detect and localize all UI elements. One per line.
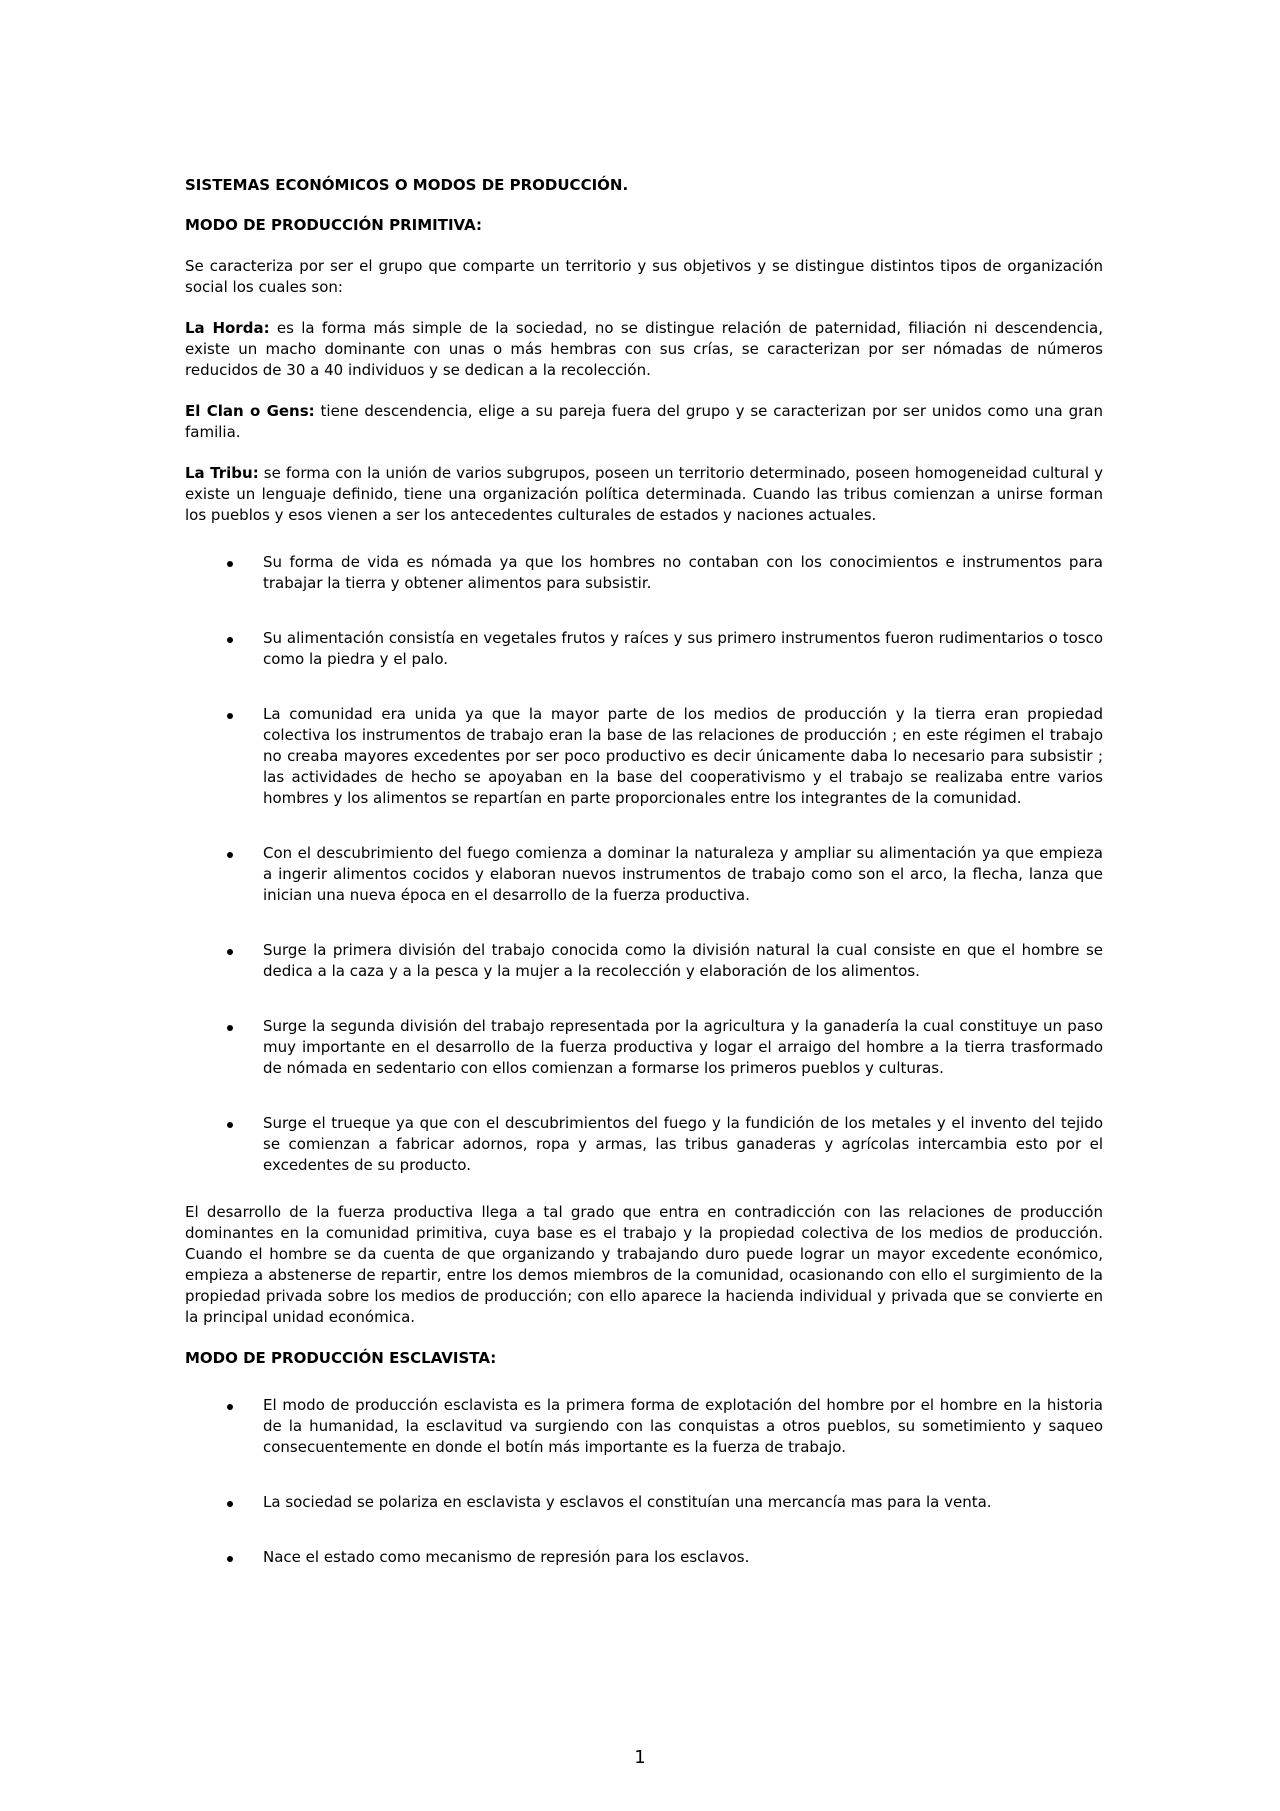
definition-clan xyxy=(185,401,1103,443)
definition-text: tiene descendencia, elige a su pareja fuera del grupo y se caracterizan por ser unidos como una gran familia. xyxy=(185,402,1103,441)
list-item xyxy=(185,940,1103,982)
list-item xyxy=(185,1113,1103,1176)
list-item-text: Su forma de vida es nómada ya que los hombres no contaban con los conocimientos e instrumentos para trabajar la tierra y obtener alimentos para subsistir. xyxy=(263,553,1103,592)
list-item-text: Surge la segunda división del trabajo representada por la agricultura y la ganadería la cual constituye un paso muy importante en el desarrollo de la fuerza productiva y logar el arraigo del hombre a la tierra trasformado de nómada en sedentario con ellos comienzan a formarse los primeros pueblos y culturas. xyxy=(263,1017,1103,1077)
bullet-icon xyxy=(227,1501,233,1507)
bullet-icon xyxy=(227,637,233,643)
bullet-icon xyxy=(227,1404,233,1410)
bullet-list-esclavista xyxy=(185,1395,1103,1568)
list-item-text: Su alimentación consistía en vegetales frutos y raíces y sus primero instrumentos fueron rudimentarios o tosco como la piedra y el palo. xyxy=(263,629,1103,668)
bullet-list-primitiva xyxy=(185,552,1103,1176)
list-item xyxy=(185,1395,1103,1458)
list-item xyxy=(185,704,1103,809)
list-item xyxy=(185,628,1103,670)
page-number: 1 xyxy=(634,1747,646,1768)
list-item-text: Nace el estado como mecanismo de represión para los esclavos. xyxy=(263,1548,750,1566)
bullet-icon xyxy=(227,713,233,719)
list-item-text: El modo de producción esclavista es la primera forma de explotación del hombre por el hombre en la historia de la humanidad, la esclavitud va surgiendo con las conquistas a otros pueblos, su sometimiento y saqueo consecuentemente en donde el botín más importante es la fuerza de trabajo. xyxy=(263,1396,1103,1456)
list-item xyxy=(185,843,1103,906)
definition-text: es la forma más simple de la sociedad, no se distingue relación de paternidad, filiación ni descendencia, existe un macho dominante con unas o más hembras con sus crías, se caracterizan por ser nómadas de números reducidos de 30 a 40 individuos y se dedican a la recolección. xyxy=(185,319,1103,379)
closing-paragraph: El desarrollo de la fuerza productiva llega a tal grado que entra en contradicción con las relaciones de producción dominantes en la comunidad primitiva, cuya base es el trabajo y la propiedad colectiva de los medios de producción. Cuando el hombre se da cuenta de que organizando y trabajando duro puede lograr un mayor excedente económico, empieza a abstenerse de repartir, entre los demos miembros de la comunidad, ocasionando con ello el surgimiento de la propiedad privada sobre los medios de producción; con ello aparece la hacienda individual y privada que se convierte en la principal unidad económica. xyxy=(185,1203,1103,1326)
list-item-text: Surge la primera división del trabajo conocida como la división natural la cual consiste en que el hombre se dedica a la caza y a la pesca y la mujer a la recolección y elaboración de los alimentos. xyxy=(263,941,1103,980)
bullet-icon xyxy=(227,561,233,567)
definition-text: se forma con la unión de varios subgrupos, poseen un territorio determinado, poseen homogeneidad cultural y existe un lenguaje definido, tiene una organización política determinada. Cuando las tribus comienzan a unirse forman los pueblos y esos vienen a ser los antecedentes culturales de estados y naciones actuales. xyxy=(185,464,1103,524)
list-item-text: La sociedad se polariza en esclavista y esclavos el constituían una mercancía mas para la venta. xyxy=(263,1493,992,1511)
document-title: SISTEMAS ECONÓMICOS O MODOS DE PRODUCCIÓN. xyxy=(185,176,629,194)
list-item xyxy=(185,1492,1103,1513)
bullet-icon xyxy=(227,852,233,858)
page-content xyxy=(185,175,1103,1594)
section-heading-primitiva: MODO DE PRODUCCIÓN PRIMITIVA: xyxy=(185,216,482,234)
list-item-text: La comunidad era unida ya que la mayor parte de los medios de producción y la tierra eran propiedad colectiva los instrumentos de trabajo eran la base de las relaciones de producción ; en este régimen el trabajo no creaba mayores excedentes por ser poco productivo es decir únicamente daba lo necesario para subsistir ; las actividades de hecho se apoyaban en la base del cooperativismo y el trabajo se realizaba entre varios hombres y los alimentos se repartían en parte proporcionales entre los integrantes de la comunidad. xyxy=(263,705,1103,807)
definition-term: El Clan o Gens: xyxy=(185,402,315,420)
bullet-icon xyxy=(227,949,233,955)
intro-paragraph: Se caracteriza por ser el grupo que comparte un territorio y sus objetivos y se distingue distintos tipos de organización social los cuales son: xyxy=(185,257,1103,296)
list-item xyxy=(185,1016,1103,1079)
list-item xyxy=(185,1547,1103,1568)
list-item xyxy=(185,552,1103,594)
bullet-icon xyxy=(227,1556,233,1562)
bullet-icon xyxy=(227,1122,233,1128)
list-item-text: Con el descubrimiento del fuego comienza a dominar la naturaleza y ampliar su alimentación ya que empieza a ingerir alimentos cocidos y elaboran nuevos instrumentos de trabajo como son el arco, la flecha, lanza que inician una nueva época en el desarrollo de la fuerza productiva. xyxy=(263,844,1103,904)
definition-term: La Horda: xyxy=(185,319,270,337)
list-item-text: Surge el trueque ya que con el descubrimientos del fuego y la fundición de los metales y el invento del tejido se comienzan a fabricar adornos, ropa y armas, las tribus ganaderas y agrícolas intercambia esto por el excedentes de su producto. xyxy=(263,1114,1103,1174)
definition-term: La Tribu: xyxy=(185,464,259,482)
bullet-icon xyxy=(227,1025,233,1031)
definition-horda xyxy=(185,318,1103,381)
section-heading-esclavista: MODO DE PRODUCCIÓN ESCLAVISTA: xyxy=(185,1349,497,1367)
definition-tribu xyxy=(185,463,1103,526)
